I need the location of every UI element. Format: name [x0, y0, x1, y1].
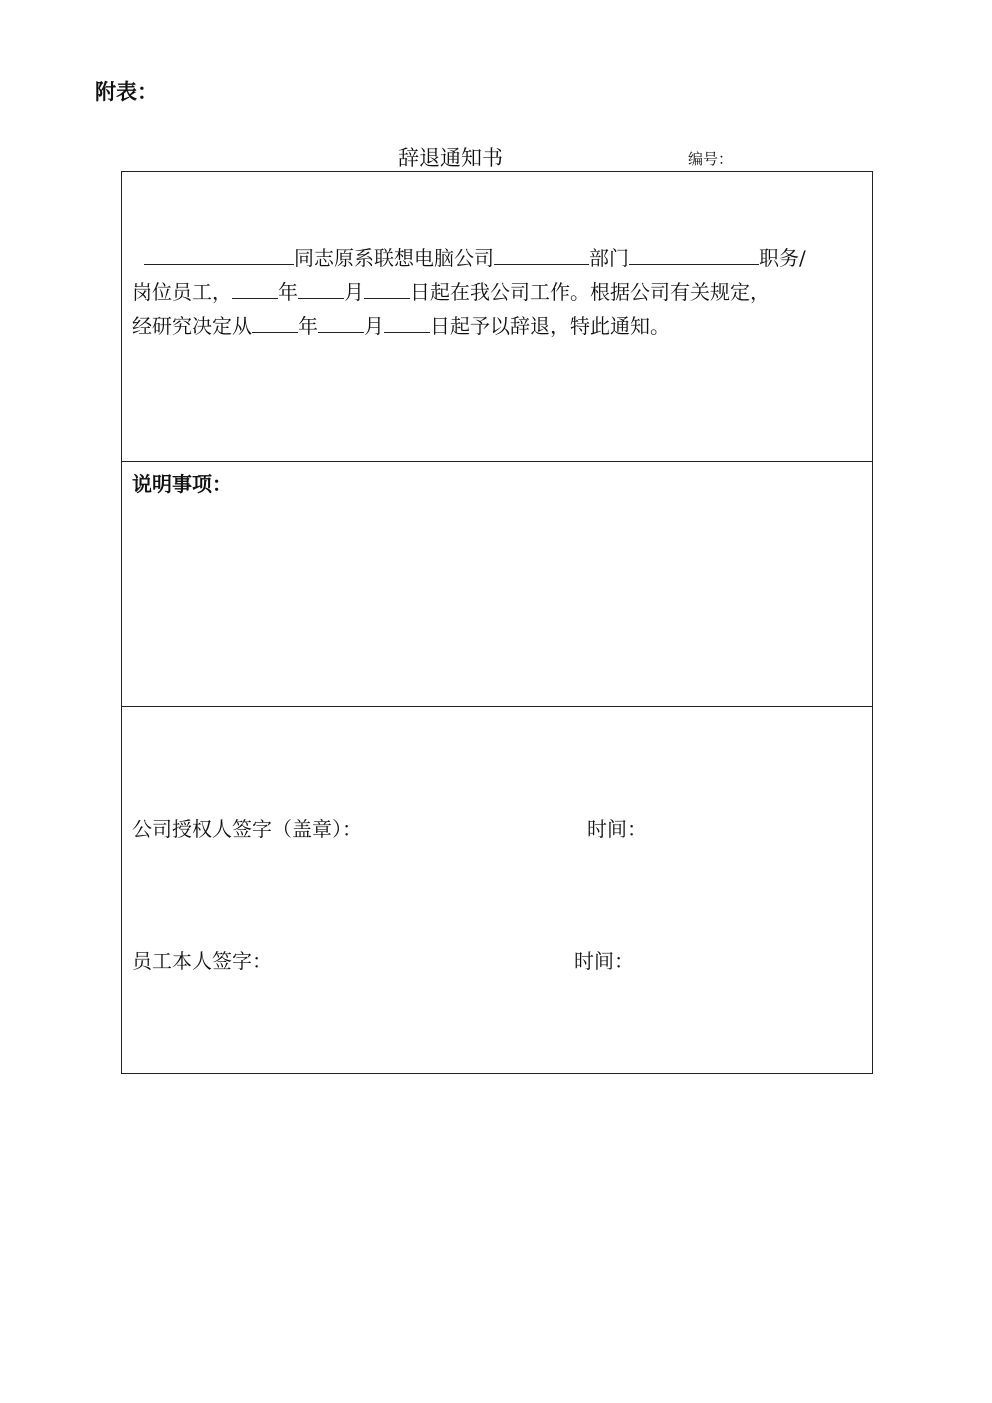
notice-text-staff: 岗位员工， — [132, 280, 232, 304]
notice-text-dismissal-month: 月 — [364, 314, 384, 338]
appendix-label: 附表： — [95, 80, 158, 104]
company-signature-time-label: 时间： — [587, 817, 647, 841]
signature-section — [122, 706, 872, 1073]
start-day-blank[interactable] — [364, 278, 410, 299]
notice-text-company: 同志原系联想电脑公司 — [294, 246, 494, 270]
notice-text-decision: 经研究决定从 — [132, 314, 252, 338]
notice-text-year: 年 — [278, 280, 298, 304]
dismissal-form-table — [121, 171, 873, 1074]
notice-line-3 — [132, 309, 670, 343]
remarks-heading: 说明事项： — [132, 472, 232, 496]
position-blank[interactable] — [629, 244, 759, 265]
company-signature-label: 公司授权人签字（盖章）： — [132, 817, 362, 841]
employee-name-blank[interactable] — [144, 244, 294, 265]
remarks-section — [122, 461, 872, 707]
notice-text-dismissal: 日起予以辞退，特此通知。 — [430, 314, 670, 338]
dismissal-day-blank[interactable] — [384, 312, 430, 333]
start-month-blank[interactable] — [298, 278, 344, 299]
notice-text-position: 职务/ — [759, 246, 806, 270]
document-title: 辞退通知书 — [398, 146, 503, 170]
notice-text-month: 月 — [344, 280, 364, 304]
notice-text-start-work: 日起在我公司工作。根据公司有关规定， — [410, 280, 770, 304]
notice-text-department: 部门 — [589, 246, 629, 270]
dismissal-month-blank[interactable] — [318, 312, 364, 333]
notice-line-1 — [132, 241, 806, 275]
dismissal-year-blank[interactable] — [252, 312, 298, 333]
employee-signature-time-label: 时间： — [574, 949, 634, 973]
serial-number-label: 编号： — [688, 150, 734, 168]
notice-line-2 — [132, 275, 770, 309]
employee-signature-label: 员工本人签字： — [132, 949, 272, 973]
notice-text-dismissal-year: 年 — [298, 314, 318, 338]
department-blank[interactable] — [494, 244, 589, 265]
start-year-blank[interactable] — [232, 278, 278, 299]
